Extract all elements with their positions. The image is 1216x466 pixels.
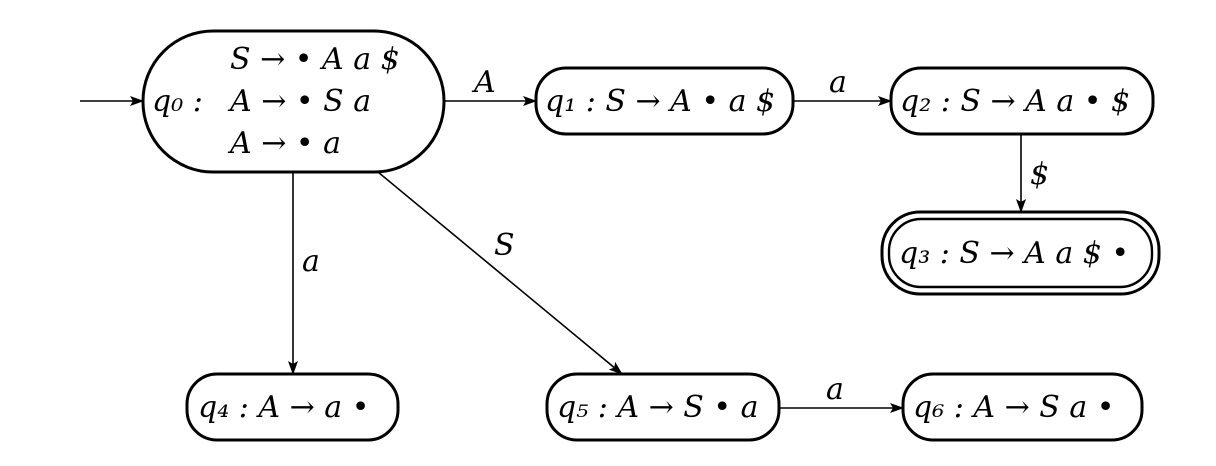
state-q1 xyxy=(536,68,793,134)
state-q2-label: q₂ : S → A a • $ xyxy=(900,84,1131,119)
state-q4-label: q₄ : A → a • xyxy=(198,390,370,425)
state-q5 xyxy=(547,374,779,440)
state-q4 xyxy=(187,374,398,440)
edge-q0-q5 xyxy=(378,172,622,374)
state-q3 xyxy=(882,212,1159,294)
edge-label-q0-q5: S xyxy=(494,228,515,263)
state-q3-label: q₃ : S → A a $ • xyxy=(899,236,1130,271)
state-q0-item-3: A → • a xyxy=(230,126,341,161)
edge-label-q1-q2: a xyxy=(829,65,847,100)
state-q0-item-1: S → • A a $ xyxy=(230,42,400,77)
state-q0 xyxy=(143,31,444,172)
state-q0-item-2: A → • S a xyxy=(230,84,372,119)
state-q0-name: q₀ : xyxy=(152,84,203,119)
edge-label-q2-q3: $ xyxy=(1030,157,1050,192)
edge-label-q0-q4: a xyxy=(302,244,320,279)
state-q6 xyxy=(903,374,1142,440)
edge-label-q0-q1: A xyxy=(474,65,496,100)
state-q1-label: q₁ : S → A • a $ xyxy=(545,84,776,119)
edge-label-q5-q6: a xyxy=(826,372,844,407)
state-q2 xyxy=(891,68,1153,134)
state-q6-label: q₆ : A → S a • xyxy=(913,390,1115,425)
state-q5-label: q₅ : A → S • a xyxy=(557,390,759,425)
